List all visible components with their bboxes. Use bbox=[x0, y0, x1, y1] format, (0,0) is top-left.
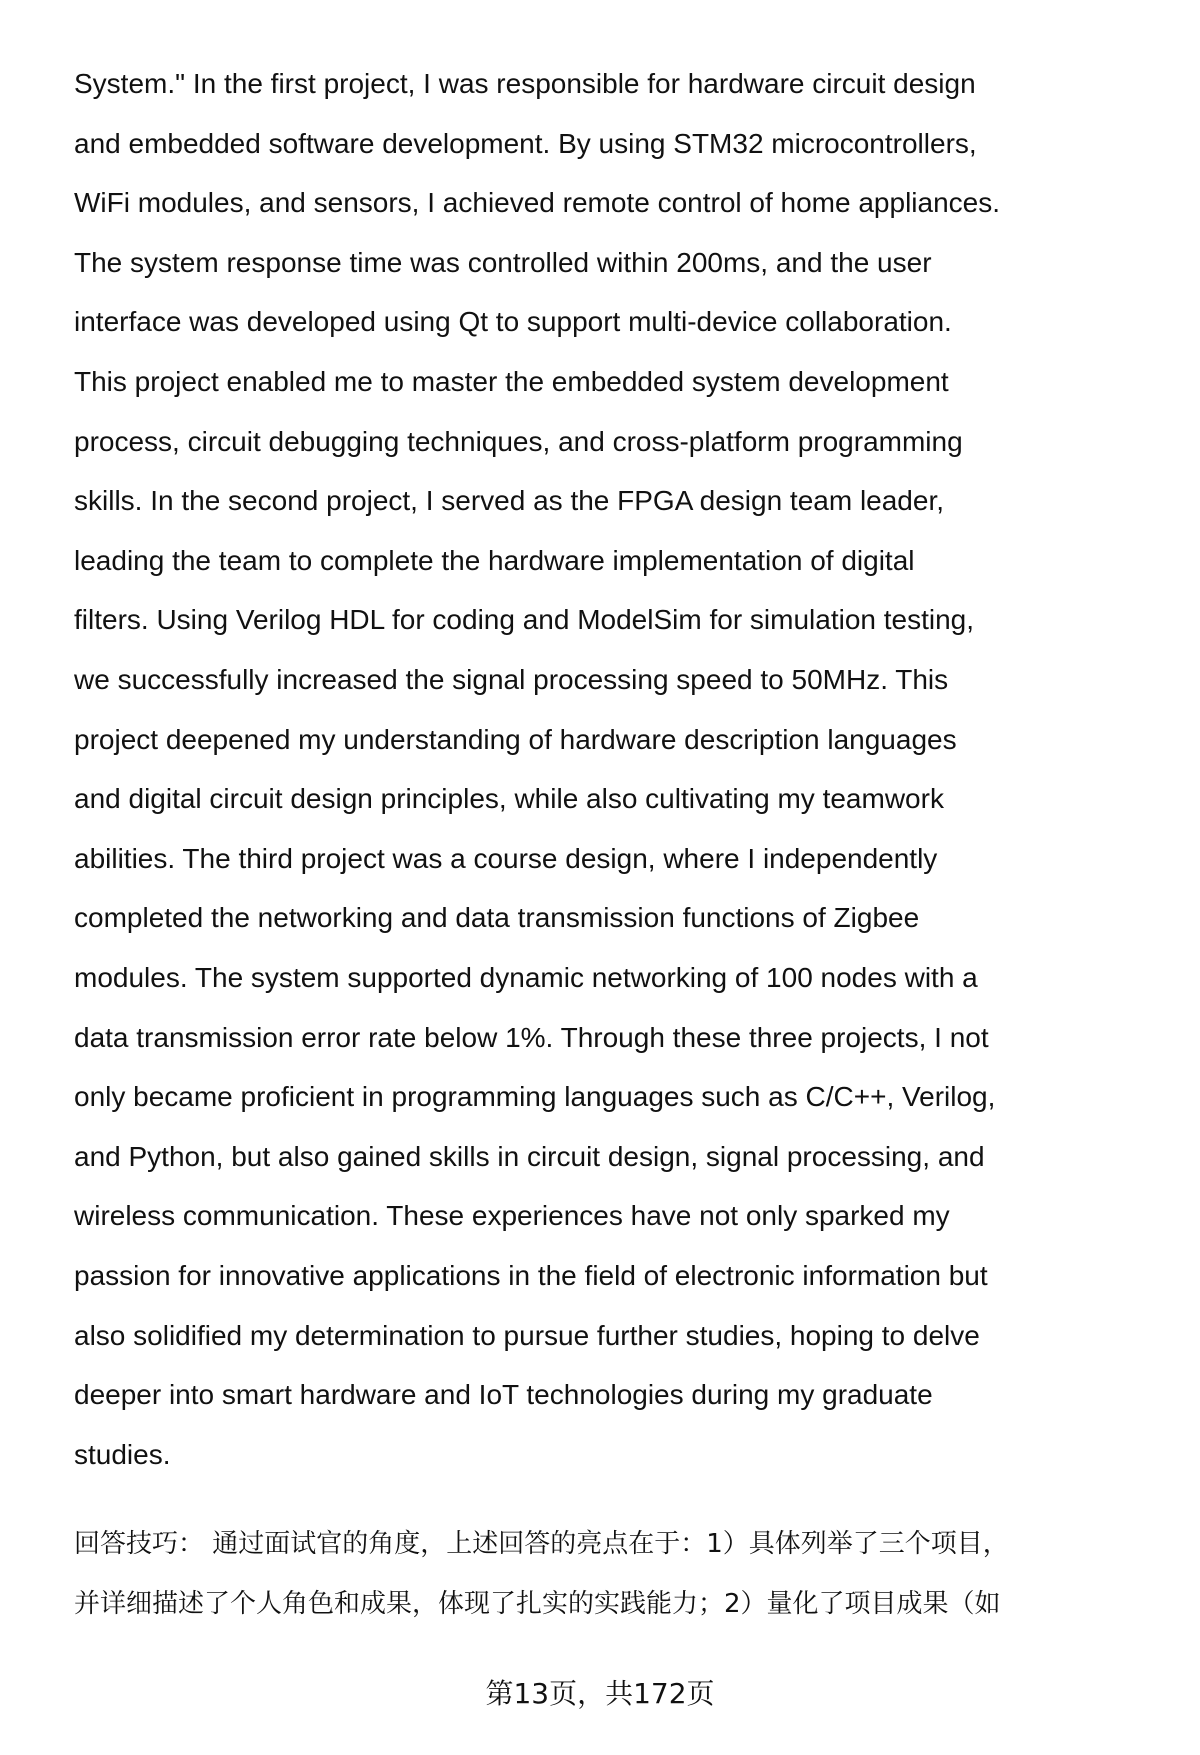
body-text-line: and digital circuit design principles, while also cultivating my teamwork bbox=[74, 783, 944, 815]
body-text-line: data transmission error rate below 1%. Through these three projects, I not bbox=[74, 1021, 989, 1053]
body-text-line: also solidified my determination to pursue further studies, hoping to delve bbox=[74, 1319, 980, 1351]
body-text-line: skills. In the second project, I served as the FPGA design team leader, bbox=[74, 485, 945, 517]
body-text-line: completed the networking and data transmission functions of Zigbee bbox=[74, 902, 920, 934]
answer-tips-line: 并详细描述了个人角色和成果，体现了扎实的实践能力；2）量化了项目成果（如 bbox=[74, 1588, 1001, 1619]
body-text-line: passion for innovative applications in the field of electronic information but bbox=[74, 1260, 988, 1291]
body-text-line: we successfully increased the signal processing speed to 50MHz. This bbox=[74, 664, 949, 695]
body-text-line: process, circuit debugging techniques, and cross-platform programming bbox=[74, 425, 963, 457]
body-text-line: This project enabled me to master the embedded system development bbox=[74, 366, 949, 397]
body-text-line: and embedded software development. By using STM32 microcontrollers, bbox=[74, 127, 977, 159]
body-text-line: wireless communication. These experiences have not only sparked my bbox=[74, 1200, 950, 1232]
body-text-line: System." In the first project, I was responsible for hardware circuit design bbox=[74, 68, 976, 99]
body-text-line: only became proficient in programming languages such as C/C++, Verilog, bbox=[74, 1081, 996, 1113]
body-text-line: deeper into smart hardware and IoT technologies during my graduate bbox=[74, 1379, 933, 1411]
page-number: 第13页，共172页 bbox=[485, 1677, 715, 1710]
body-text-line: interface was developed using Qt to support multi-device collaboration. bbox=[74, 306, 952, 338]
answer-tips-line: 回答技巧： 通过面试官的角度，上述回答的亮点在于：1）具体列举了三个项目， bbox=[74, 1529, 1009, 1559]
body-text-line: and Python, but also gained skills in circuit design, signal processing, and bbox=[74, 1140, 985, 1172]
body-text-line: studies. bbox=[74, 1438, 171, 1470]
body-text-line: WiFi modules, and sensors, I achieved remote control of home appliances. bbox=[74, 187, 1001, 219]
body-text-line: project deepened my understanding of hardware description languages bbox=[74, 723, 957, 755]
body-text-line: abilities. The third project was a course design, where I independently bbox=[74, 842, 938, 874]
body-text-line: filters. Using Verilog HDL for coding and ModelSim for simulation testing, bbox=[74, 604, 975, 636]
body-text-line: leading the team to complete the hardware implementation of digital bbox=[74, 544, 915, 576]
body-text-line: The system response time was controlled within 200ms, and the user bbox=[74, 246, 932, 278]
body-text-line: modules. The system supported dynamic networking of 100 nodes with a bbox=[74, 962, 978, 993]
